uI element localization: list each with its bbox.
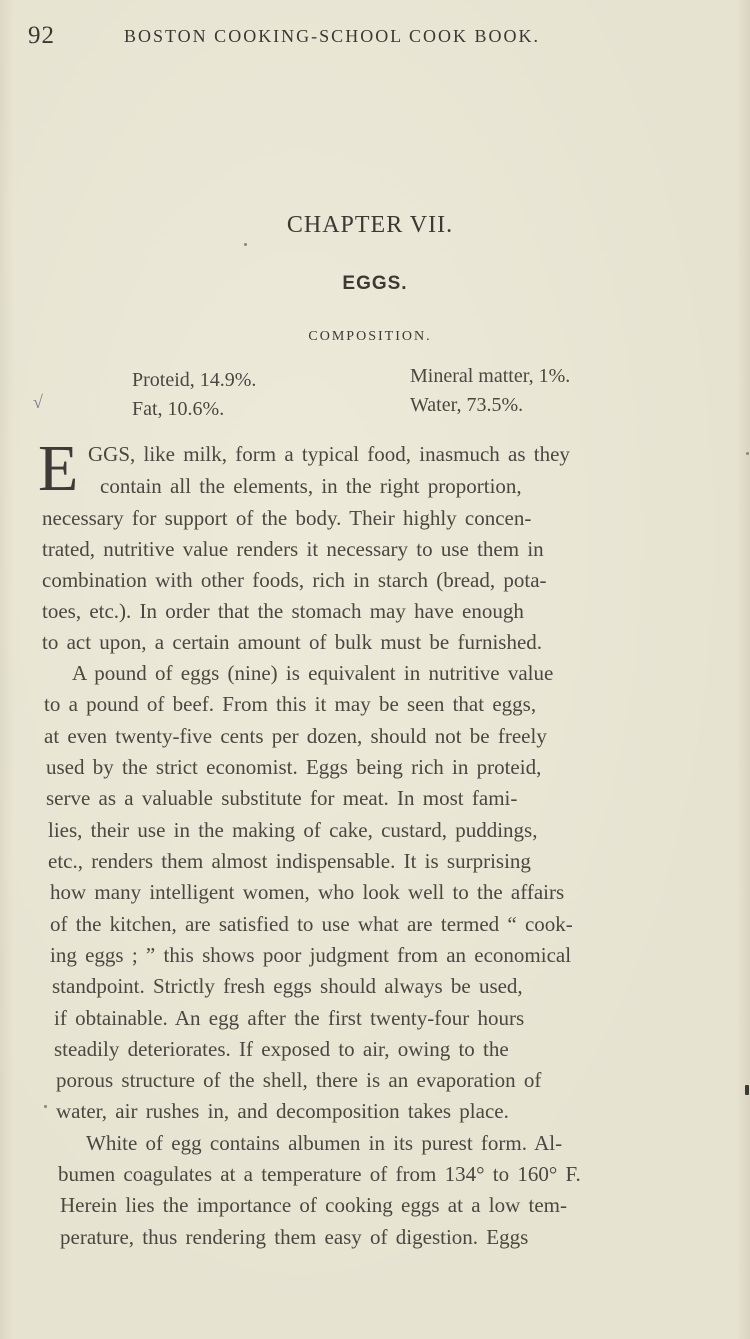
composition-mineral: Mineral matter, 1%. — [410, 365, 571, 387]
text-line: ing eggs ; ” this shows poor judgment from an economical — [50, 943, 572, 967]
composition-water: Water, 73.5%. — [410, 394, 524, 416]
composition-proteid: Proteid, 14.9%. — [132, 369, 257, 391]
text-line: porous structure of the shell, there is an evaporation of — [56, 1068, 542, 1092]
section-heading: COMPOSITION. — [308, 329, 432, 344]
running-head: BOSTON COOKING-SCHOOL COOK BOOK. — [124, 26, 541, 46]
text-line: A pound of eggs (nine) is equivalent in nutritive value — [72, 661, 554, 685]
text-line: serve as a valuable substitute for meat. In most fami- — [46, 786, 518, 810]
text-line: GGS, like milk, form a typical food, inasmuch as they — [88, 442, 570, 466]
chapter-name: EGGS. — [342, 273, 408, 294]
text-line: if obtainable. An egg after the first twenty-four hours — [54, 1006, 525, 1030]
text-line: White of egg contains albumen in its purest form. Al- — [86, 1131, 563, 1155]
text-line: water, air rushes in, and decomposition takes place. — [56, 1099, 509, 1123]
text-line: Herein lies the importance of cooking eggs at a low tem- — [60, 1193, 568, 1217]
text-line: to act upon, a certain amount of bulk must be furnished. — [42, 630, 543, 654]
text-line: to a pound of beef. From this it may be seen that eggs, — [44, 692, 537, 716]
text-line: lies, their use in the making of cake, custard, puddings, — [48, 818, 538, 842]
paper-speck — [745, 1085, 749, 1095]
pencil-check-mark: √ — [33, 392, 43, 412]
paper-speck — [746, 452, 749, 455]
drop-cap: E — [38, 432, 79, 505]
text-line: standpoint. Strictly fresh eggs should always be used, — [52, 974, 523, 998]
text-line: contain all the elements, in the right proportion, — [100, 474, 522, 498]
page-header — [28, 18, 690, 52]
text-line: trated, nutritive value renders it necessary to use them in — [42, 537, 544, 561]
text-line: necessary for support of the body. Their highly concen- — [42, 506, 532, 530]
text-line: at even twenty-five cents per dozen, should not be freely — [44, 724, 547, 748]
text-line: toes, etc.). In order that the stomach may have enough — [42, 599, 524, 623]
text-line: bumen coagulates at a temperature of from 134° to 160° F. — [58, 1162, 581, 1186]
chapter-title: CHAPTER VII. — [286, 212, 454, 238]
paper-speck — [244, 243, 247, 246]
text-line: etc., renders them almost indispensable. It is surprising — [48, 849, 531, 873]
composition-fat: Fat, 10.6%. — [132, 398, 225, 420]
text-line: of the kitchen, are satisfied to use what are termed “ cook- — [50, 912, 573, 936]
text-line: used by the strict economist. Eggs being rich in proteid, — [46, 755, 542, 779]
paper-speck — [44, 1105, 47, 1108]
text-line: perature, thus rendering them easy of digestion. Eggs — [60, 1225, 529, 1249]
text-line: how many intelligent women, who look well to the affairs — [50, 880, 565, 904]
text-line: combination with other foods, rich in starch (bread, pota- — [42, 568, 547, 592]
page-number: 92 — [28, 22, 55, 49]
text-line: steadily deteriorates. If exposed to air, owing to the — [54, 1037, 509, 1061]
